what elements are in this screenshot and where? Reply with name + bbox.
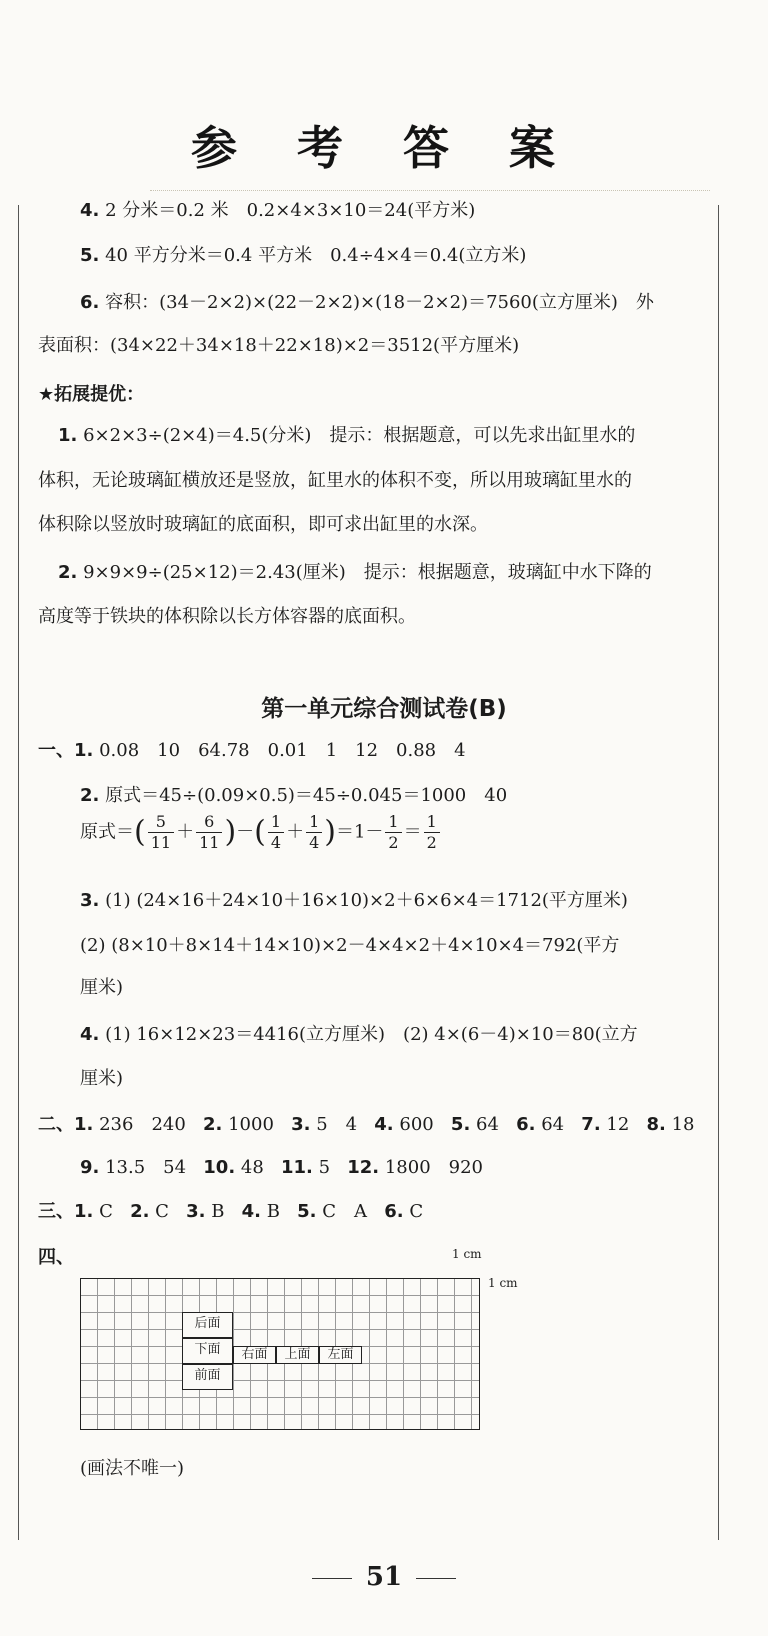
face-right: 右面 [233,1346,276,1364]
answer-4: 4. 2 分米＝0.2 米 0.2×4×3×10＝24(平方米) [80,200,476,221]
part1-q3-1: 3. (1) (24×16＋24×10＋16×10)×2＋6×6×4＝1712(平方厘米) [80,890,628,911]
face-front: 前面 [182,1364,233,1390]
extension-2: 2. 9×9×9÷(25×12)＝2.43(厘米) 提示：根据题意，玻璃缸中水下降的 [58,562,652,583]
extension-heading: ★拓展提优： [38,384,145,405]
part1-q4: 4. (1) 16×12×23＝4416(立方厘米) (2) 4×(6－4)×10＝80(立方 [80,1024,638,1045]
face-bottom: 下面 [182,1338,233,1364]
face-back: 后面 [182,1312,233,1338]
part1-q4-cont: 厘米) [80,1068,124,1089]
extension-2-cont: 高度等于铁块的体积除以长方体容器的底面积。 [38,606,416,627]
left-margin-line [18,205,19,1540]
part4-label: 四、 [38,1247,74,1268]
answer-5: 5. 40 平方分米＝0.4 平方米 0.4÷4×4＝0.4(立方米) [80,245,527,266]
part1-q1: 一、1. 0.08 10 64.78 0.01 1 12 0.88 4 [38,740,466,761]
extension-1-cont: 体积，无论玻璃缸横放还是竖放，缸里水的体积不变，所以用玻璃缸里水的 [38,470,632,491]
net-grid [80,1278,480,1430]
answer-6: 6. 容积：(34－2×2)×(22－2×2)×(18－2×2)＝7560(立方厘米) 外 [80,292,654,313]
part4-note: (画法不唯一) [80,1458,185,1479]
page-number: 51 [0,1562,768,1592]
part3-row: 三、1. C 2. C 3. B 4. B 5. C A 6. C [38,1201,424,1222]
page-title: 参 考 答 案 [190,121,578,175]
right-margin-line [718,205,719,1540]
part2-row2: 9. 13.5 54 10. 48 11. 5 12. 1800 920 [80,1157,484,1178]
title-divider [150,190,710,191]
part2-row1: 二、1. 236 240 2. 1000 3. 5 4 4. 600 5. 64 6. 64 7. 12 8. 18 [38,1114,695,1135]
part1-q3-2-cont: 厘米) [80,977,124,998]
extension-1: 1. 6×2×3÷(2×4)＝4.5(分米) 提示：根据题意，可以先求出缸里水的 [58,425,636,446]
section-title: 第一单元综合测试卷(B) [261,696,507,722]
face-left: 左面 [319,1346,362,1364]
cm-label-right: 1 cm [488,1276,518,1290]
face-top: 上面 [276,1346,319,1364]
part1-q3-2: (2) (8×10＋8×14＋14×10)×2－4×4×2＋4×10×4＝792(平方 [80,935,620,956]
extension-1-cont2: 体积除以竖放时玻璃缸的底面积，即可求出缸里的水深。 [38,514,488,535]
cm-label-top: 1 cm [452,1247,482,1261]
part1-q2-fraction-line: 原式＝( $\frac{5}{11}$ ＋ $\frac{6}{11}$ )－( $\frac{1}{4}$ ＋ $\frac{1}{4}$ )＝1－ $\frac{1}{2}$ ＝ $\frac{1}{2}$ [80,812,442,853]
answer-6-cont: 表面积：(34×22＋34×18＋22×18)×2＝3512(平方厘米) [38,335,520,356]
part1-q2: 2. 原式＝45÷(0.09×0.5)＝45÷0.045＝1000 40 [80,785,508,806]
